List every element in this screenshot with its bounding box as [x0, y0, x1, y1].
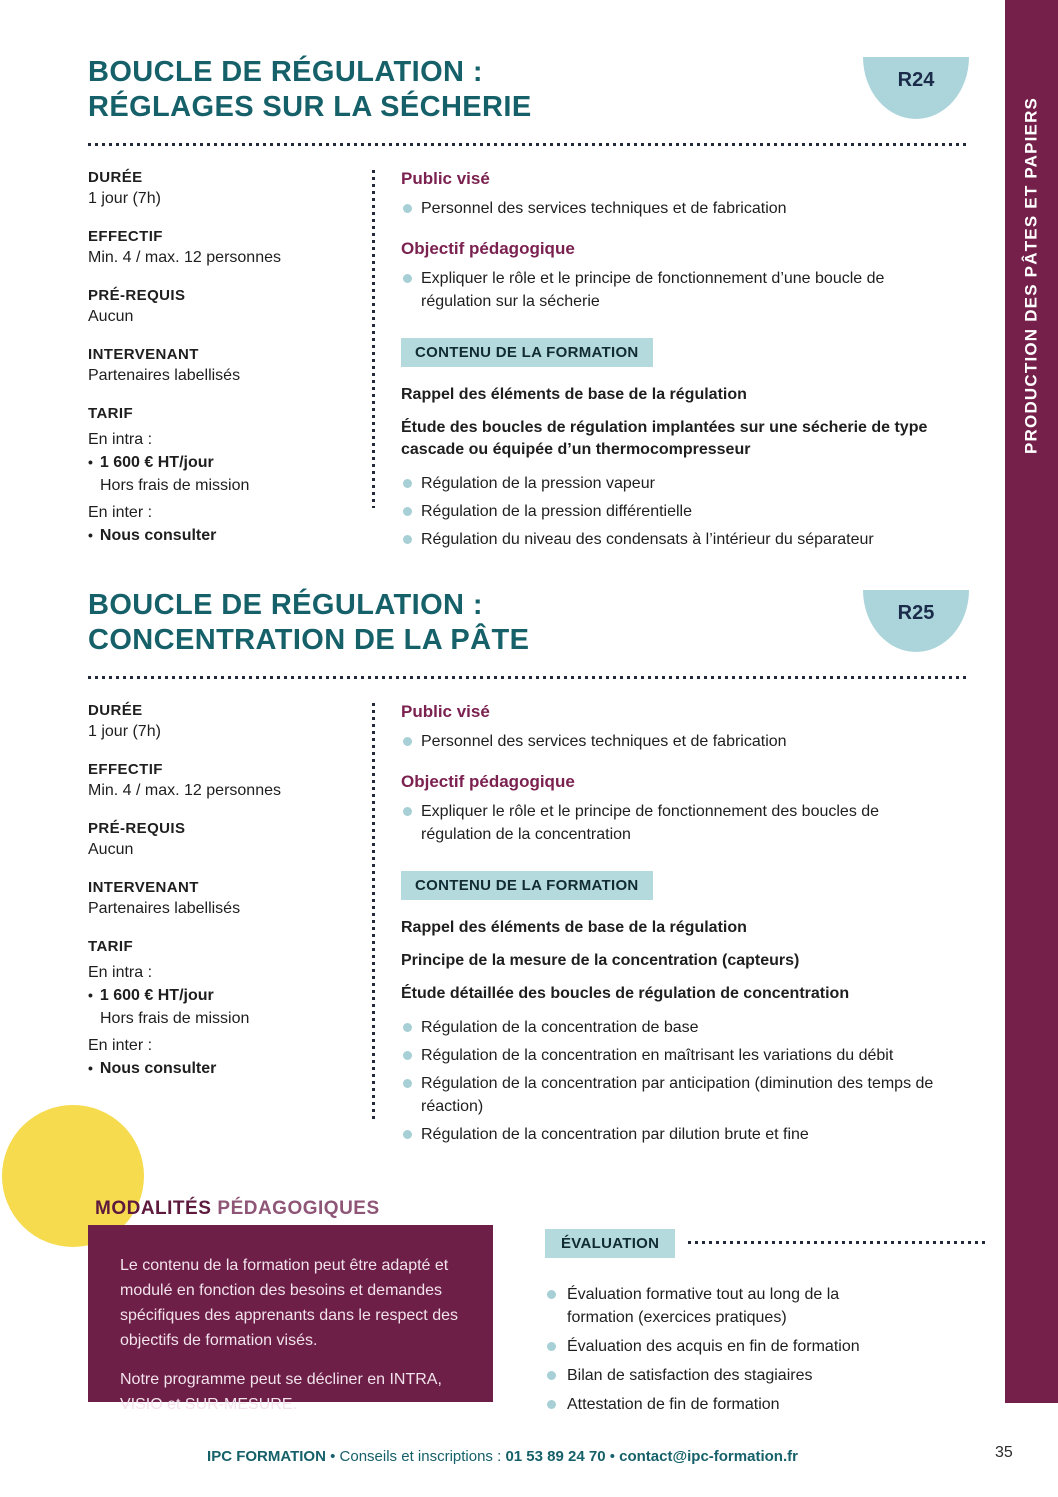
- footer: [0, 1448, 1005, 1465]
- info-label: EFFECTIF: [88, 761, 163, 778]
- list-item: Bilan de satisfaction des stagiaires: [545, 1364, 890, 1387]
- footer-brand: IPC FORMATION: [207, 1448, 326, 1465]
- info-value: Partenaires labellisés: [88, 367, 241, 384]
- info-label: TARIF: [88, 405, 134, 422]
- list-item: Évaluation formative tout au long de la formation (exercices pratiques): [545, 1283, 890, 1329]
- course-title-line1: BOUCLE DE RÉGULATION :: [88, 589, 483, 621]
- info-tarif: [88, 404, 363, 547]
- list-item: Attestation de fin de formation: [545, 1393, 890, 1416]
- info-label: PRÉ-REQUIS: [88, 287, 186, 304]
- info-value: 1 jour (7h): [88, 723, 161, 740]
- info-label: DURÉE: [88, 169, 143, 186]
- modalites-paragraph: Notre programme peut se décliner en INTRA, VISIO et SUR-MESURE.: [120, 1371, 442, 1413]
- dotted-divider: [88, 676, 968, 679]
- dotted-column-divider: [372, 170, 375, 508]
- course-title-line2: RÉGLAGES SUR LA SÉCHERIE: [88, 91, 532, 123]
- list-item: Personnel des services techniques et de fabrication: [401, 730, 961, 753]
- info-label: DURÉE: [88, 702, 143, 719]
- list-item: Régulation de la concentration par dilution brute et fine: [401, 1123, 961, 1146]
- course-code: R25: [897, 602, 935, 624]
- course-section-r25: [0, 588, 1005, 1148]
- list-item: Régulation du niveau des condensats à l’intérieur du séparateur: [401, 528, 961, 551]
- contenu-bold-block: Principe de la mesure de la concentration (capteurs): [401, 952, 800, 969]
- info-value: Aucun: [88, 841, 134, 858]
- list-item: Personnel des services techniques et de fabrication: [401, 197, 961, 220]
- info-value: 1 jour (7h): [88, 190, 161, 207]
- price-text: Nous consulter: [99, 1060, 217, 1077]
- public-vise-list: [401, 730, 1001, 753]
- modalites-heading: [95, 1198, 380, 1220]
- price-text: 1 600 € HT/jour: [99, 454, 214, 471]
- footer-email-link[interactable]: contact@ipc-formation.fr: [619, 1448, 798, 1465]
- dotted-divider: [88, 143, 968, 146]
- tarif-intra-price: [88, 451, 363, 474]
- contenu-bullet-list: [401, 472, 1001, 551]
- course-title-line1: BOUCLE DE RÉGULATION :: [88, 56, 483, 88]
- contenu-bold-block: Étude détaillée des boucles de régulation de concentration: [401, 985, 850, 1002]
- tarif-inter-label: En inter :: [88, 1037, 153, 1054]
- course-content-column: [401, 701, 1001, 1151]
- course-title: [88, 588, 529, 658]
- tarif-inter-value: [88, 524, 363, 547]
- tarif-inter-value: [88, 1057, 363, 1080]
- tarif-intra-price: [88, 984, 363, 1007]
- dotted-divider: [688, 1241, 986, 1244]
- category-side-tab: [1005, 0, 1058, 1403]
- course-title: [88, 55, 532, 125]
- footer-phone: 01 53 89 24 70: [505, 1448, 606, 1465]
- page-number: 35: [995, 1444, 1013, 1461]
- info-duree: [88, 701, 363, 743]
- list-item: Évaluation des acquis en fin de formation: [545, 1335, 890, 1358]
- info-intervenant: [88, 345, 363, 387]
- tarif-intra-note: Hors frais de mission: [100, 1010, 250, 1027]
- public-vise-list: [401, 197, 1001, 220]
- info-effectif: [88, 760, 363, 802]
- modalites-box: [88, 1225, 493, 1413]
- evaluation-chip: ÉVALUATION: [545, 1229, 675, 1258]
- objectif-list: [401, 267, 1001, 313]
- course-title-line2: CONCENTRATION DE LA PÂTE: [88, 624, 530, 656]
- list-item: Régulation de la concentration en maîtrisant les variations du débit: [401, 1044, 921, 1067]
- modalites-paragraph: Le contenu de la formation peut être adapté et modulé en fonction des besoins et demandes spécifiques des apprenants dans le respect des objectifs de formation visés.: [120, 1257, 458, 1349]
- info-intervenant: [88, 878, 363, 920]
- info-value: Min. 4 / max. 12 personnes: [88, 782, 281, 799]
- info-value: Aucun: [88, 308, 134, 325]
- course-code-badge: [863, 57, 969, 119]
- list-item: Régulation de la concentration par anticipation (diminution des temps de réaction): [401, 1072, 936, 1118]
- list-item: Expliquer le rôle et le principe de fonctionnement d’une boucle de régulation sur la sécherie: [401, 267, 941, 313]
- public-vise-heading: Public visé: [401, 169, 490, 188]
- tarif-inter-label: En inter :: [88, 504, 153, 521]
- tarif-intra-note: Hors frais de mission: [100, 477, 250, 494]
- course-info-column: [88, 168, 363, 564]
- info-value: Partenaires labellisés: [88, 900, 241, 917]
- contenu-formation-chip: CONTENU DE LA FORMATION: [401, 871, 653, 900]
- course-section-r24: [0, 55, 1005, 590]
- info-tarif: [88, 937, 363, 1080]
- list-item: Expliquer le rôle et le principe de fonctionnement des boucles de régulation de la concentration: [401, 800, 941, 846]
- info-label: INTERVENANT: [88, 346, 199, 363]
- price-text: Nous consulter: [99, 527, 217, 544]
- info-label: TARIF: [88, 938, 134, 955]
- footer-contact-text: Conseils et inscriptions :: [339, 1448, 502, 1465]
- info-value: Min. 4 / max. 12 personnes: [88, 249, 281, 266]
- contenu-bullet-list: [401, 1016, 1001, 1146]
- objectif-list: [401, 800, 1001, 846]
- tarif-intra-label: En intra :: [88, 964, 153, 981]
- list-item: Régulation de la pression vapeur: [401, 472, 961, 495]
- info-label: PRÉ-REQUIS: [88, 820, 186, 837]
- objectif-heading: Objectif pédagogique: [401, 239, 575, 258]
- public-vise-heading: Public visé: [401, 702, 490, 721]
- dotted-column-divider: [372, 703, 375, 1121]
- list-item: Régulation de la pression différentielle: [401, 500, 961, 523]
- info-label: EFFECTIF: [88, 228, 163, 245]
- course-code: R24: [897, 69, 935, 91]
- info-duree: [88, 168, 363, 210]
- info-prerequis: [88, 286, 363, 328]
- category-label: PRODUCTION DES PÂTES ET PAPIERS: [1021, 96, 1041, 454]
- course-code-badge: [863, 590, 969, 652]
- info-prerequis: [88, 819, 363, 861]
- course-content-column: [401, 168, 1001, 556]
- info-effectif: [88, 227, 363, 269]
- evaluation-list: [545, 1283, 965, 1422]
- modalites-word2: PÉDAGOGIQUES: [217, 1198, 380, 1219]
- footer-separator: •: [330, 1448, 336, 1465]
- price-text: 1 600 € HT/jour: [99, 987, 214, 1004]
- info-label: INTERVENANT: [88, 879, 199, 896]
- objectif-heading: Objectif pédagogique: [401, 772, 575, 791]
- tarif-intra-label: En intra :: [88, 431, 153, 448]
- contenu-bold-block: Rappel des éléments de base de la régulation: [401, 386, 747, 403]
- contenu-formation-chip: CONTENU DE LA FORMATION: [401, 338, 653, 367]
- contenu-bold-block: Étude des boucles de régulation implantées sur une sécherie de type cascade ou équipée d’un thermocompresseur: [401, 419, 928, 458]
- footer-separator: •: [609, 1448, 615, 1465]
- list-item: Régulation de la concentration de base: [401, 1016, 961, 1039]
- modalites-word1: MODALITÉS: [95, 1198, 212, 1219]
- contenu-bold-block: Rappel des éléments de base de la régulation: [401, 919, 747, 936]
- course-info-column: [88, 701, 363, 1097]
